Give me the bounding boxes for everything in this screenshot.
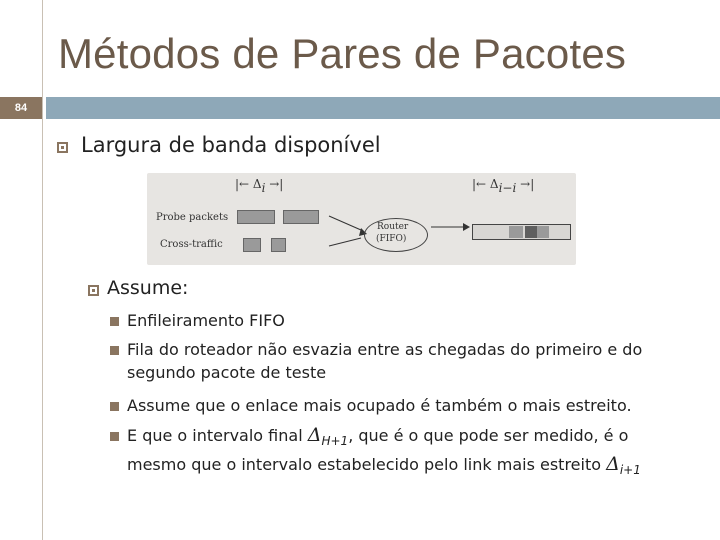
probe-packet xyxy=(283,210,319,224)
cross-traffic-packet xyxy=(243,238,261,252)
cross-traffic-packet xyxy=(271,238,286,252)
bullet-interval-line1: E que o intervalo final $\Delta_{H+1}$, que é o que pode ser medido, é o xyxy=(127,424,629,448)
level1-bullet-icon xyxy=(57,142,68,153)
router-label: Router xyxy=(377,222,409,232)
assume-heading: Assume: xyxy=(107,277,189,299)
level3-bullet-icon xyxy=(110,346,119,355)
probe-packet-diagram xyxy=(147,173,576,265)
router-fifo-label: (FIFO) xyxy=(376,234,407,244)
bullet-interval xyxy=(127,424,697,482)
arrow-line xyxy=(329,238,361,246)
bullet-queue xyxy=(127,338,697,384)
slide-number: 84 xyxy=(0,97,42,119)
cross-traffic-packet xyxy=(525,226,537,238)
probe-packet xyxy=(509,226,523,238)
delta-right-label: |← Δi−i →| xyxy=(472,177,535,195)
output-queue xyxy=(472,224,571,240)
bullet-link: Assume que o enlace mais ocupado é também o mais estreito. xyxy=(127,396,632,415)
bullet-queue-line1: Fila do roteador não esvazia entre as chegadas do primeiro e do xyxy=(127,340,643,359)
section-heading: Largura de banda disponível xyxy=(81,133,381,157)
bullet-queue-line2: segundo pacote de teste xyxy=(127,363,327,382)
bullet-interval-line2: mesmo que o intervalo estabelecido pelo link mais estreito $\Delta_{i+1}$ xyxy=(127,453,641,477)
probe-packets-label: Probe packets xyxy=(156,212,229,223)
delta-left-label: |← Δi →| xyxy=(235,177,284,195)
arrow-head xyxy=(463,223,470,231)
bullet-fifo: Enfileiramento FIFO xyxy=(127,311,285,330)
level3-bullet-icon xyxy=(110,432,119,441)
probe-packet xyxy=(537,226,549,238)
level3-bullet-icon xyxy=(110,402,119,411)
page-title: Métodos de Pares de Pacotes xyxy=(58,30,627,77)
out-arrow xyxy=(431,221,471,233)
cross-traffic-label: Cross-traffic xyxy=(160,239,223,250)
router-node xyxy=(364,218,428,252)
header-band xyxy=(46,97,720,119)
level3-bullet-icon xyxy=(110,317,119,326)
arrow-line xyxy=(329,216,361,230)
left-divider-line xyxy=(42,0,43,540)
probe-packet xyxy=(237,210,275,224)
level2-bullet-icon xyxy=(88,285,99,296)
